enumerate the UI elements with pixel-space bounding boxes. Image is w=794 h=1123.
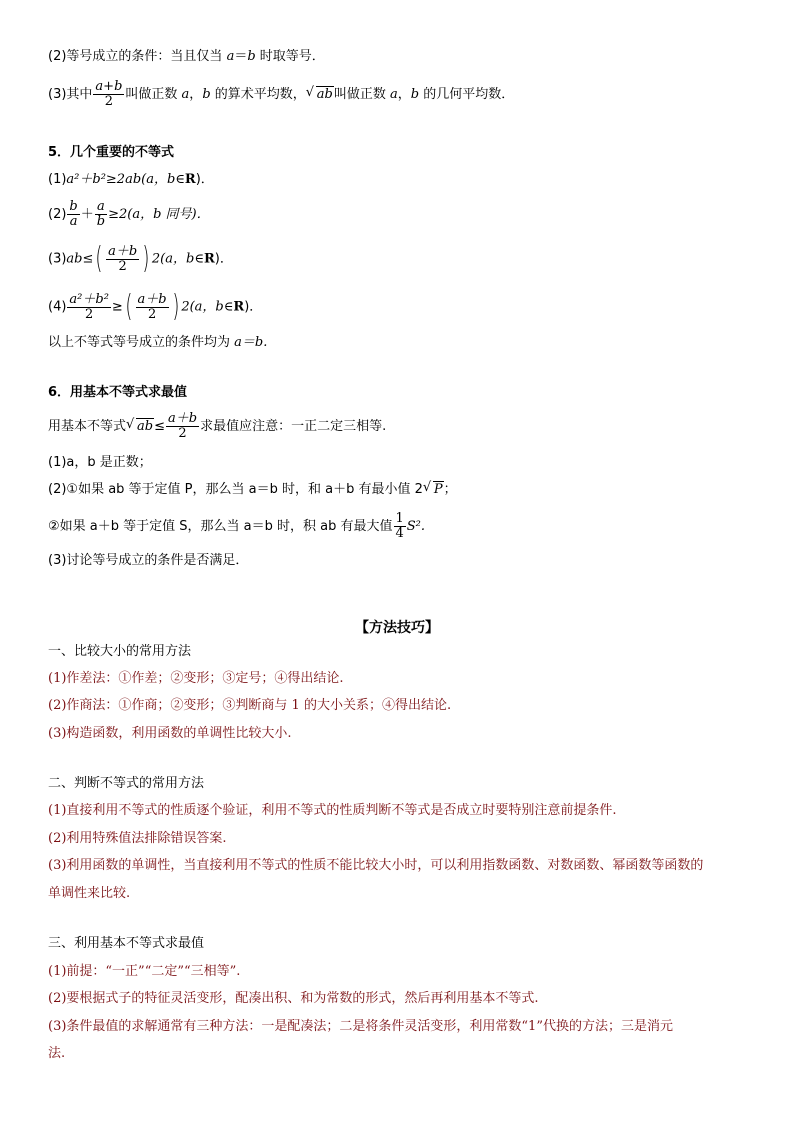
text: )． bbox=[195, 172, 214, 187]
text: ②如果 a＋b 等于定值 S，那么当 a＝b 时，积 ab 有最大值 bbox=[48, 519, 393, 534]
text: 时取等号． bbox=[255, 49, 325, 64]
text: )． bbox=[214, 251, 233, 267]
text: (1) bbox=[48, 172, 67, 187]
var-a: a bbox=[181, 87, 190, 102]
method-3-item-3b: 法. bbox=[48, 1046, 66, 1061]
var-b: b bbox=[202, 87, 211, 102]
numerator: a bbox=[97, 199, 105, 214]
var-a: a bbox=[390, 87, 398, 102]
denominator: a bbox=[69, 214, 78, 229]
left-paren: ( bbox=[95, 241, 103, 276]
text: ＋ bbox=[80, 207, 94, 222]
fraction-a-plus-b-over-2 bbox=[106, 245, 139, 274]
fraction-b-over-a bbox=[67, 200, 79, 229]
method-1-item-1: (1)作差法：①作差；②变形；③定号；④得出结论. bbox=[48, 671, 344, 686]
denominator: 2 bbox=[118, 258, 127, 274]
method-group-1-title: 一、比较大小的常用方法 bbox=[48, 644, 192, 659]
set-r: R bbox=[233, 299, 245, 315]
expression: ab≤ bbox=[66, 251, 94, 267]
condition-line bbox=[48, 47, 325, 67]
numerator: a＋b bbox=[108, 243, 138, 259]
fraction-a-plus-b-over-2 bbox=[136, 293, 169, 322]
s6-item-4: (3)讨论等号成立的条件是否满足． bbox=[48, 553, 249, 568]
method-2-item-3b: 单调性来比较. bbox=[48, 886, 131, 901]
inequality-4 bbox=[48, 289, 263, 324]
s6-item-3 bbox=[48, 512, 425, 541]
numerator: a+b bbox=[95, 79, 123, 94]
denominator: 2 bbox=[104, 94, 114, 109]
set-r: R bbox=[184, 172, 196, 187]
method-3-item-1: (1)前提：“一正”“二定”“三相等”. bbox=[48, 964, 241, 979]
set-r: R bbox=[203, 251, 215, 267]
denominator: 2 bbox=[178, 426, 187, 441]
text: (2)等号成立的条件：当且仅当 bbox=[48, 49, 227, 64]
numerator: a²＋b² bbox=[69, 291, 109, 307]
var-b: b bbox=[247, 49, 256, 64]
method-1-item-3: (3)构造函数，利用函数的单调性比较大小. bbox=[48, 726, 292, 741]
sqrt-p bbox=[423, 480, 444, 500]
denominator: 2 bbox=[85, 306, 94, 322]
fraction-1-over-4 bbox=[394, 512, 406, 541]
methods-heading: 【方法技巧】 bbox=[355, 620, 439, 636]
mean-definition-line bbox=[48, 80, 514, 109]
radicand: P bbox=[433, 482, 443, 497]
method-3-item-2: (2)要根据式子的特征灵活变形，配凑出积、和为常数的形式，然后再利用基本不等式. bbox=[48, 991, 539, 1006]
expression: 2(a，b∈ bbox=[181, 299, 234, 315]
text: ， bbox=[397, 87, 411, 102]
expression: a²＋b²≥2ab(a，b∈ bbox=[66, 172, 185, 187]
sqrt-ab bbox=[126, 417, 154, 437]
text: ≤ bbox=[154, 419, 165, 434]
var-a: a bbox=[226, 49, 235, 64]
text: (4) bbox=[48, 299, 67, 315]
text: )． bbox=[244, 299, 263, 315]
section-5-title: 5．几个重要的不等式 bbox=[48, 145, 175, 160]
expression: a＝b. bbox=[234, 335, 268, 350]
expression: 2(a，b∈ bbox=[151, 251, 204, 267]
text: 叫做正数 bbox=[125, 87, 182, 102]
right-paren: ) bbox=[171, 289, 179, 324]
sqrt-ab bbox=[306, 85, 334, 105]
text: 叫做正数 bbox=[333, 87, 390, 102]
method-group-3-title: 三、利用基本不等式求最值 bbox=[48, 936, 205, 951]
text: (2)①如果 ab 等于定值 P，那么当 a＝b 时，和 a＋b 有最小值 2 bbox=[48, 482, 423, 497]
text: ≥ bbox=[111, 299, 123, 315]
text: (2) bbox=[48, 207, 67, 222]
method-2-item-1: (1)直接利用不等式的性质逐个验证，利用不等式的性质判断不等式是否成立时要特别注意前提条件. bbox=[48, 803, 617, 818]
text: 的几何平均数． bbox=[419, 87, 515, 102]
inequality-3 bbox=[48, 241, 233, 276]
left-paren: ( bbox=[125, 289, 133, 324]
numerator: b bbox=[69, 199, 78, 214]
radicand: ab bbox=[316, 87, 333, 102]
denominator: 4 bbox=[395, 526, 404, 541]
method-2-item-2: (2)利用特殊值法排除错误答案. bbox=[48, 831, 227, 846]
text: (3) bbox=[48, 251, 67, 267]
numerator: 1 bbox=[395, 511, 404, 526]
expression: ≥2(a，b 同号)． bbox=[108, 207, 210, 222]
s6-item-1: (1)a，b 是正数； bbox=[48, 455, 152, 470]
text: 求最值应注意：一正二定三相等. bbox=[200, 419, 387, 434]
numerator: a＋b bbox=[137, 291, 167, 307]
equality-condition-note bbox=[48, 333, 267, 353]
denominator: 2 bbox=[147, 306, 157, 322]
inequality-1 bbox=[48, 170, 214, 190]
fraction-a2-plus-b2-over-2 bbox=[67, 293, 111, 322]
text: (3)其中 bbox=[48, 87, 93, 102]
basic-inequality-intro bbox=[48, 412, 386, 441]
s6-item-2 bbox=[48, 480, 457, 500]
text: 用基本不等式 bbox=[48, 419, 127, 434]
inequality-2 bbox=[48, 200, 210, 229]
method-group-2-title: 二、判断不等式的常用方法 bbox=[48, 776, 205, 791]
denominator: b bbox=[96, 214, 106, 229]
fraction-a-over-b bbox=[95, 200, 107, 229]
text: ， bbox=[189, 87, 203, 102]
method-1-item-2: (2)作商法：①作商；②变形；③判断商与 1 的大小关系；④得出结论. bbox=[48, 698, 452, 713]
var-b: b bbox=[410, 87, 420, 102]
text: 以上不等式等号成立的条件均为 bbox=[48, 335, 235, 350]
fraction-a-plus-b-over-2 bbox=[93, 80, 124, 109]
method-3-item-3a: (3)条件最值的求解通常有三种方法：一是配凑法；二是将条件灵活变形，利用常数“1”代换的方法；三是消元 bbox=[48, 1019, 673, 1034]
expression: S². bbox=[406, 519, 426, 534]
text: 的算术平均数， bbox=[210, 87, 306, 102]
method-2-item-3a: (3)利用函数的单调性，当直接利用不等式的性质不能比较大小时，可以利用指数函数、对数函数、幂函数等函数的 bbox=[48, 858, 704, 873]
right-paren: ) bbox=[142, 241, 150, 276]
section-6-title: 6．用基本不等式求最值 bbox=[48, 385, 188, 400]
radicand: ab bbox=[137, 419, 154, 434]
numerator: a＋b bbox=[168, 411, 198, 426]
text: ； bbox=[443, 482, 457, 497]
fraction-a-plus-b-over-2 bbox=[166, 412, 199, 441]
text: ＝ bbox=[234, 49, 248, 64]
